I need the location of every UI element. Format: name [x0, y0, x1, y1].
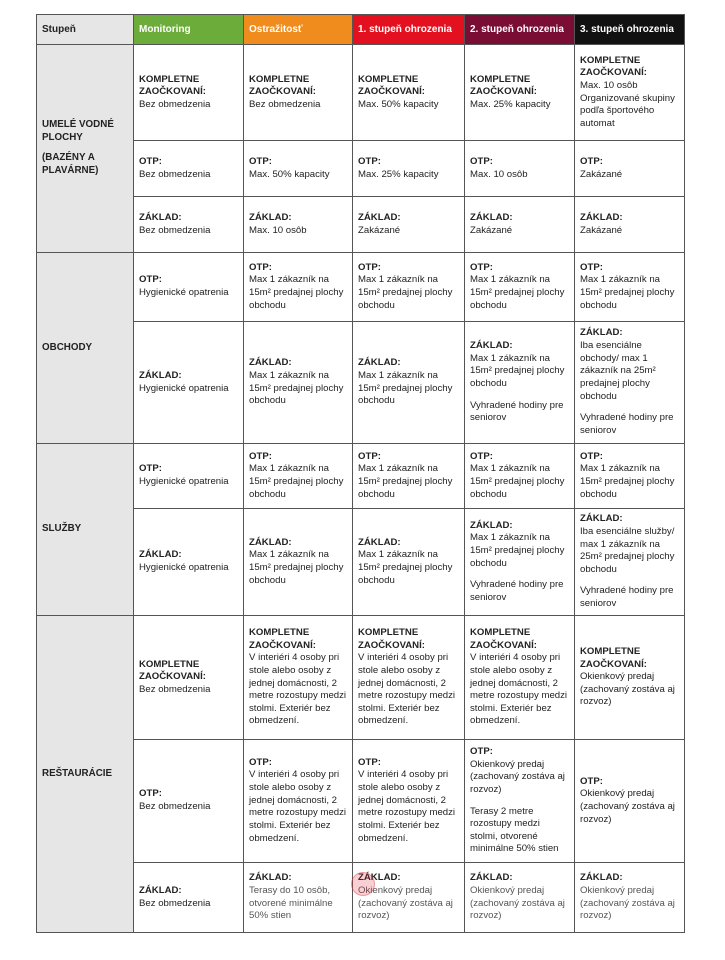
cell-extra-text: Vyhradené hodiny pre seniorov — [580, 412, 674, 436]
cell-label: KOMPLETNE ZAOČKOVANÍ: — [249, 73, 316, 98]
table-row — [37, 253, 685, 322]
cell-text: Bez obmedzenia — [139, 683, 211, 695]
category-restauracie — [37, 616, 134, 933]
header-monitoring: Monitoring — [134, 15, 244, 45]
cell-stupen-2 — [465, 322, 575, 444]
cell-text: Bez obmedzenia — [139, 801, 211, 812]
cell-text: Max. 50% kapacity — [358, 98, 439, 110]
cell-label: KOMPLETNE ZAOČKOVANÍ: — [580, 54, 647, 79]
cell-extra-text: Terasy 2 metre rozostupy medzi stolmi, otvorené minimálne 50% stien — [470, 805, 559, 855]
cell-label: KOMPLETNE ZAOČKOVANÍ: — [470, 626, 537, 651]
cell-monitoring — [134, 322, 244, 444]
cell-text: Okienkový predaj (zachovaný zostáva aj rozvoz) — [580, 884, 675, 922]
cell-label: KOMPLETNE ZAOČKOVANÍ: — [580, 645, 647, 670]
cell-label: OTP: — [470, 745, 493, 757]
cell-label: OTP: — [580, 775, 603, 787]
cell-text: V interiéri 4 osoby pri stole alebo osoby z jednej domácnosti, 2 metre rozostupy medzi stolmi. Exteriér bez obmedzení. — [358, 769, 456, 844]
cell-label: ZÁKLAD: — [139, 884, 182, 896]
cell-label: ZÁKLAD: — [470, 872, 513, 884]
cell-label: KOMPLETNE ZAOČKOVANÍ: — [470, 73, 537, 98]
cell-stupen-3 — [575, 45, 685, 141]
cell-text: Okienkový predaj (zachovaný zostáva aj rozvoz) — [470, 884, 565, 922]
category-subtitle: (BAZÉNY A PLAVÁRNE) — [42, 152, 99, 176]
cell-label: OTP: — [470, 450, 493, 462]
cell-label: ZÁKLAD: — [249, 872, 292, 884]
cell-label: ZÁKLAD: — [139, 549, 182, 561]
cell-stupen-1 — [353, 509, 465, 616]
cell-stupen-2 — [465, 509, 575, 616]
cell-text: Bez obmedzenia — [139, 897, 211, 909]
cell-label: OTP: — [470, 261, 493, 273]
cell-text: Max 1 zákazník na 15m² predajnej plochy obchodu — [249, 369, 344, 407]
cell-text: Max 1 zákazník na 15m² predajnej plochy obchodu — [470, 352, 565, 389]
cell-label: OTP: — [249, 450, 272, 462]
cell-label: OTP: — [139, 788, 162, 800]
cell-text: Max 1 zákazník na 15m² predajnej plochy obchodu — [358, 369, 453, 407]
cell-ostrazitost — [244, 616, 353, 740]
cell-text: Max 1 zákazník na 15m² predajnej plochy obchodu — [470, 274, 565, 311]
cell-stupen-3 — [575, 253, 685, 322]
header-stupen-1: 1. stupeň ohrozenia — [353, 15, 465, 45]
cell-text: Iba esenciálne služby/ max 1 zákazník na 25m² predajnej plochy obchodu — [580, 525, 675, 575]
cell-stupen-3 — [575, 509, 685, 616]
table-row — [37, 45, 685, 141]
cell-text: Hygienické opatrenia — [139, 562, 229, 573]
cell-text: Max 1 zákazník na 15m² predajnej plochy obchodu — [249, 274, 344, 311]
cell-text: Max 1 zákazník na 15m² predajnej plochy obchodu — [580, 274, 675, 311]
cell-stupen-3 — [575, 616, 685, 740]
header-ostrazitost: Ostražitosť — [244, 15, 353, 45]
cell-label: OTP: — [358, 450, 381, 462]
cell-text: Max. 25% kapacity — [470, 98, 551, 110]
cell-stupen-3 — [575, 141, 685, 197]
header-stupen: Stupeň — [37, 15, 134, 45]
cell-text: Max 1 zákazník na 15m² predajnej plochy obchodu — [249, 549, 344, 586]
cell-label: ZÁKLAD: — [358, 211, 401, 223]
cell-text: Okienkový predaj (zachovaný zostáva aj rozvoz) — [358, 884, 453, 922]
cell-text: V interiéri 4 osoby pri stole alebo osoby z jednej domácnosti, 2 metre rozostupy medzi stolmi. Exteriér bez obmedzení. — [470, 652, 568, 727]
cell-text: Hygienické opatrenia — [139, 287, 229, 298]
cell-monitoring — [134, 863, 244, 933]
table-row — [37, 322, 685, 444]
cell-text: Max 1 zákazník na 15m² predajnej plochy obchodu — [358, 463, 453, 500]
cell-label: ZÁKLAD: — [470, 340, 513, 352]
cell-label: ZÁKLAD: — [139, 211, 182, 223]
cell-label: KOMPLETNE ZAOČKOVANÍ: — [139, 73, 206, 98]
table-row — [37, 740, 685, 863]
cell-label: ZÁKLAD: — [580, 872, 623, 884]
cell-text: Max 1 zákazník na 15m² predajnej plochy obchodu — [470, 532, 565, 569]
cell-stupen-3 — [575, 863, 685, 933]
cell-stupen-3 — [575, 740, 685, 863]
cell-label: ZÁKLAD: — [470, 519, 513, 531]
cell-label: OTP: — [580, 450, 603, 462]
cell-stupen-3 — [575, 322, 685, 444]
cell-label: OTP: — [358, 155, 381, 167]
cell-text: Okienkový predaj (zachovaný zostáva aj rozvoz) — [580, 788, 675, 825]
cell-text: Terasy do 10 osôb, otvorené minimálne 50% stien — [249, 884, 333, 922]
cell-label: ZÁKLAD: — [139, 369, 182, 381]
cell-text: Max 1 zákazník na 15m² predajnej plochy obchodu — [249, 463, 344, 500]
cell-text: Hygienické opatrenia — [139, 476, 229, 487]
cell-monitoring — [134, 197, 244, 253]
cell-text: Okienkový predaj (zachovaný zostáva aj rozvoz) — [470, 758, 565, 795]
table-row — [37, 509, 685, 616]
cell-text: Bez obmedzenia — [139, 224, 211, 236]
cell-extra-text: Vyhradené hodiny pre seniorov — [470, 579, 564, 603]
cell-text: Zakázané — [358, 224, 401, 236]
cell-stupen-2 — [465, 45, 575, 141]
cell-text: V interiéri 4 osoby pri stole alebo osoby z jednej domácnosti, 2 metre rozostupy medzi stolmi. Exteriér bez obmedzení. — [358, 652, 456, 727]
cell-text: Zakázané — [580, 168, 623, 180]
cell-stupen-1 — [353, 45, 465, 141]
cell-text: Max. 10 osôb — [249, 224, 307, 236]
cell-stupen-2 — [465, 616, 575, 740]
cell-monitoring — [134, 616, 244, 740]
cell-stupen-3 — [575, 197, 685, 253]
cell-monitoring — [134, 740, 244, 863]
cell-label: ZÁKLAD: — [580, 211, 623, 223]
cell-label: OTP: — [580, 261, 603, 273]
cell-stupen-2 — [465, 253, 575, 322]
cell-text: Zakázané — [470, 224, 513, 236]
cell-label: KOMPLETNE ZAOČKOVANÍ: — [249, 626, 316, 651]
table-row — [37, 141, 685, 197]
cell-stupen-1 — [353, 444, 465, 509]
table-row — [37, 444, 685, 509]
cell-label: ZÁKLAD: — [249, 357, 292, 369]
cell-stupen-1 — [353, 141, 465, 197]
cell-stupen-1 — [353, 616, 465, 740]
category-obchody — [37, 253, 134, 444]
cell-ostrazitost — [244, 322, 353, 444]
header-stupen-2: 2. stupeň ohrozenia — [465, 15, 575, 45]
cell-stupen-1 — [353, 197, 465, 253]
cell-ostrazitost — [244, 444, 353, 509]
cell-stupen-1 — [353, 322, 465, 444]
cell-text: Okienkový predaj (zachovaný zostáva aj rozvoz) — [580, 671, 675, 708]
cell-label: ZÁKLAD: — [470, 211, 513, 223]
cell-ostrazitost — [244, 509, 353, 616]
cell-stupen-2 — [465, 740, 575, 863]
cell-text: V interiéri 4 osoby pri stole alebo osoby z jednej domácnosti, 2 metre rozostupy medzi stolmi. Exteriér bez obmedzení. — [249, 652, 347, 727]
cell-monitoring — [134, 45, 244, 141]
cell-text: Max 1 zákazník na 15m² predajnej plochy obchodu — [358, 549, 453, 586]
cell-label: OTP: — [358, 261, 381, 273]
cell-ostrazitost — [244, 740, 353, 863]
cell-label: KOMPLETNE ZAOČKOVANÍ: — [358, 626, 425, 651]
cell-label: OTP: — [470, 155, 493, 167]
cell-label: ZÁKLAD: — [580, 513, 623, 525]
table-row — [37, 197, 685, 253]
cell-ostrazitost — [244, 253, 353, 322]
cell-extra-text: Vyhradené hodiny pre seniorov — [470, 399, 564, 424]
cell-text: Max 1 zákazník na 15m² predajnej plochy obchodu — [358, 274, 453, 311]
cell-label: OTP: — [249, 261, 272, 273]
cell-label: ZÁKLAD: — [580, 327, 623, 339]
category-name: OBCHODY — [42, 341, 93, 353]
cell-stupen-2 — [465, 863, 575, 933]
cell-text: V interiéri 4 osoby pri stole alebo osoby z jednej domácnosti, 2 metre rozostupy medzi stolmi. Exteriér bez obmedzení. — [249, 769, 347, 844]
cell-label: KOMPLETNE ZAOČKOVANÍ: — [358, 73, 425, 98]
cell-monitoring — [134, 141, 244, 197]
category-voda — [37, 45, 134, 253]
cell-label: OTP: — [139, 274, 162, 286]
cell-stupen-1 — [353, 253, 465, 322]
header-row — [37, 15, 685, 45]
cell-label: OTP: — [358, 756, 381, 768]
cell-label: OTP: — [139, 463, 162, 475]
category-name: REŠTAURÁCIE — [42, 767, 113, 779]
cell-text: Max 1 zákazník na 15m² predajnej plochy obchodu — [580, 463, 675, 500]
cell-stupen-2 — [465, 141, 575, 197]
cell-label: ZÁKLAD: — [358, 357, 401, 369]
cell-ostrazitost — [244, 141, 353, 197]
cell-ostrazitost — [244, 197, 353, 253]
cell-label: OTP: — [249, 756, 272, 768]
touch-indicator — [351, 872, 375, 896]
cell-label: ZÁKLAD: — [358, 536, 401, 548]
cell-ostrazitost — [244, 45, 353, 141]
cell-text: Max. 10 osôb — [470, 168, 528, 180]
cell-label: OTP: — [580, 155, 603, 167]
cell-text: Max. 10 osôb Organizované skupiny podľa športového automat — [580, 79, 675, 129]
cell-text: Bez obmedzenia — [249, 98, 321, 110]
cell-text: Hygienické opatrenia — [139, 382, 229, 394]
cell-label: ZÁKLAD: — [249, 536, 292, 548]
cell-stupen-1 — [353, 740, 465, 863]
cell-text: Max. 50% kapacity — [249, 168, 330, 180]
cell-ostrazitost — [244, 863, 353, 933]
cell-monitoring — [134, 509, 244, 616]
restrictions-table — [36, 14, 685, 933]
cell-text: Max 1 zákazník na 15m² predajnej plochy obchodu — [470, 463, 565, 500]
category-name: UMELÉ VODNÉ PLOCHY — [42, 119, 114, 144]
table-row — [37, 616, 685, 740]
category-name: SLUŽBY — [42, 523, 82, 535]
cell-monitoring — [134, 253, 244, 322]
category-sluzby — [37, 444, 134, 616]
cell-monitoring — [134, 444, 244, 509]
cell-stupen-2 — [465, 197, 575, 253]
cell-label: ZÁKLAD: — [249, 211, 292, 223]
cell-label: OTP: — [249, 155, 272, 167]
cell-label: KOMPLETNE ZAOČKOVANÍ: — [139, 658, 206, 683]
cell-label: ZÁKLAD: — [358, 872, 401, 884]
header-stupen-3: 3. stupeň ohrozenia — [575, 15, 685, 45]
cell-stupen-2 — [465, 444, 575, 509]
cell-label: OTP: — [139, 155, 162, 167]
cell-extra-text: Vyhradené hodiny pre seniorov — [580, 585, 674, 610]
cell-stupen-3 — [575, 444, 685, 509]
cell-text: Bez obmedzenia — [139, 168, 211, 180]
cell-text: Iba esenciálne obchody/ max 1 zákazník na 25m² predajnej plochy obchodu — [580, 340, 656, 402]
cell-text: Max. 25% kapacity — [358, 168, 439, 180]
cell-text: Zakázané — [580, 224, 623, 236]
cell-text: Bez obmedzenia — [139, 98, 211, 110]
